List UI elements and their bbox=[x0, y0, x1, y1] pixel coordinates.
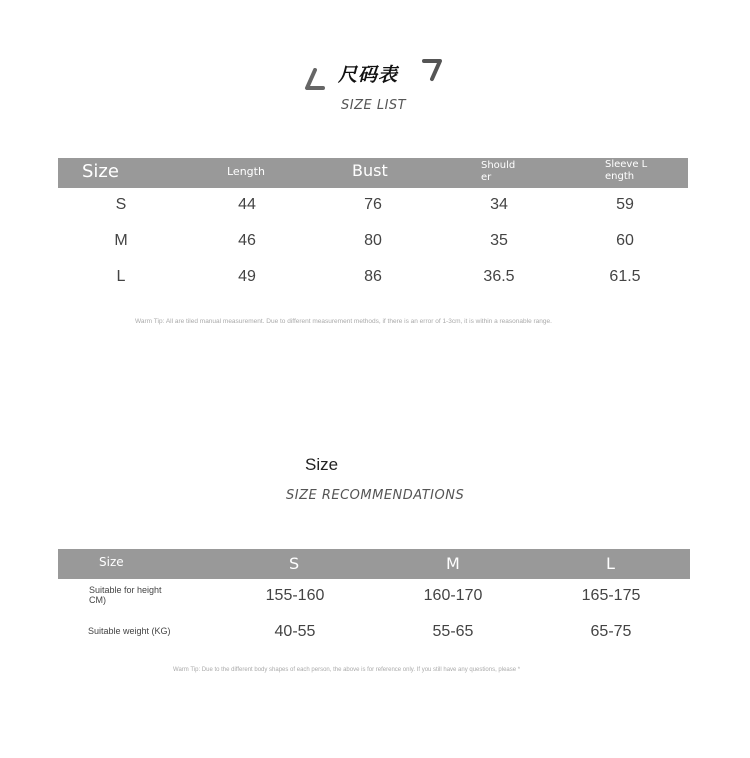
bust-cell: 86 bbox=[364, 268, 382, 285]
sleeve-cell: 59 bbox=[616, 196, 634, 213]
height-m-cell: 160-170 bbox=[423, 587, 483, 604]
sleeve-cell: 60 bbox=[616, 232, 634, 249]
length-cell: 46 bbox=[238, 232, 256, 249]
header-size: Size bbox=[99, 555, 124, 569]
weight-m-cell: 55-65 bbox=[432, 623, 474, 640]
size-table-header bbox=[58, 158, 688, 188]
height-l-cell: 165-175 bbox=[581, 587, 641, 604]
right-bracket-icon bbox=[420, 57, 446, 83]
shoulder-cell: 35 bbox=[490, 232, 508, 249]
header-l: L bbox=[606, 554, 615, 573]
recommend-subtitle: SIZE RECOMMENDATIONS bbox=[286, 488, 465, 503]
length-cell: 44 bbox=[238, 196, 256, 213]
page-title: 尺码表 bbox=[338, 64, 399, 86]
size-cell: L bbox=[116, 268, 126, 285]
recommend-table-note: Warm Tip: Due to the different body shapes of each person, the above is for reference only. If you still have any questions, please * bbox=[173, 667, 521, 673]
header-s: S bbox=[289, 554, 300, 573]
size-table-note: Warm Tip: All are tiled manual measurement. Due to different measurement methods, if there is an error of 1-3cm, it is within a reasonable range. bbox=[135, 318, 552, 325]
height-row-label: Suitable for height CM) bbox=[89, 585, 162, 605]
left-bracket-icon bbox=[303, 68, 327, 92]
weight-l-cell: 65-75 bbox=[590, 623, 632, 640]
header-sleeve-length: Sleeve L ength bbox=[605, 159, 648, 182]
header-length: Length bbox=[227, 165, 265, 178]
recommend-heading: Size bbox=[305, 455, 339, 474]
recommend-table-header bbox=[58, 549, 690, 579]
size-cell: S bbox=[115, 196, 127, 213]
size-cell: M bbox=[114, 232, 128, 249]
header-shoulder: Should er bbox=[481, 160, 516, 183]
bust-cell: 76 bbox=[364, 196, 382, 213]
header-m: M bbox=[446, 554, 460, 573]
header-bust: Bust bbox=[352, 161, 388, 180]
length-cell: 49 bbox=[238, 268, 256, 285]
header-size: Size bbox=[82, 161, 119, 182]
weight-row-label: Suitable weight (KG) bbox=[88, 626, 171, 636]
sleeve-cell: 61.5 bbox=[609, 268, 641, 285]
page-subtitle: SIZE LIST bbox=[341, 98, 407, 113]
shoulder-cell: 34 bbox=[490, 196, 508, 213]
height-s-cell: 155-160 bbox=[265, 587, 325, 604]
shoulder-cell: 36.5 bbox=[483, 268, 515, 285]
weight-s-cell: 40-55 bbox=[274, 623, 316, 640]
bust-cell: 80 bbox=[364, 232, 382, 249]
